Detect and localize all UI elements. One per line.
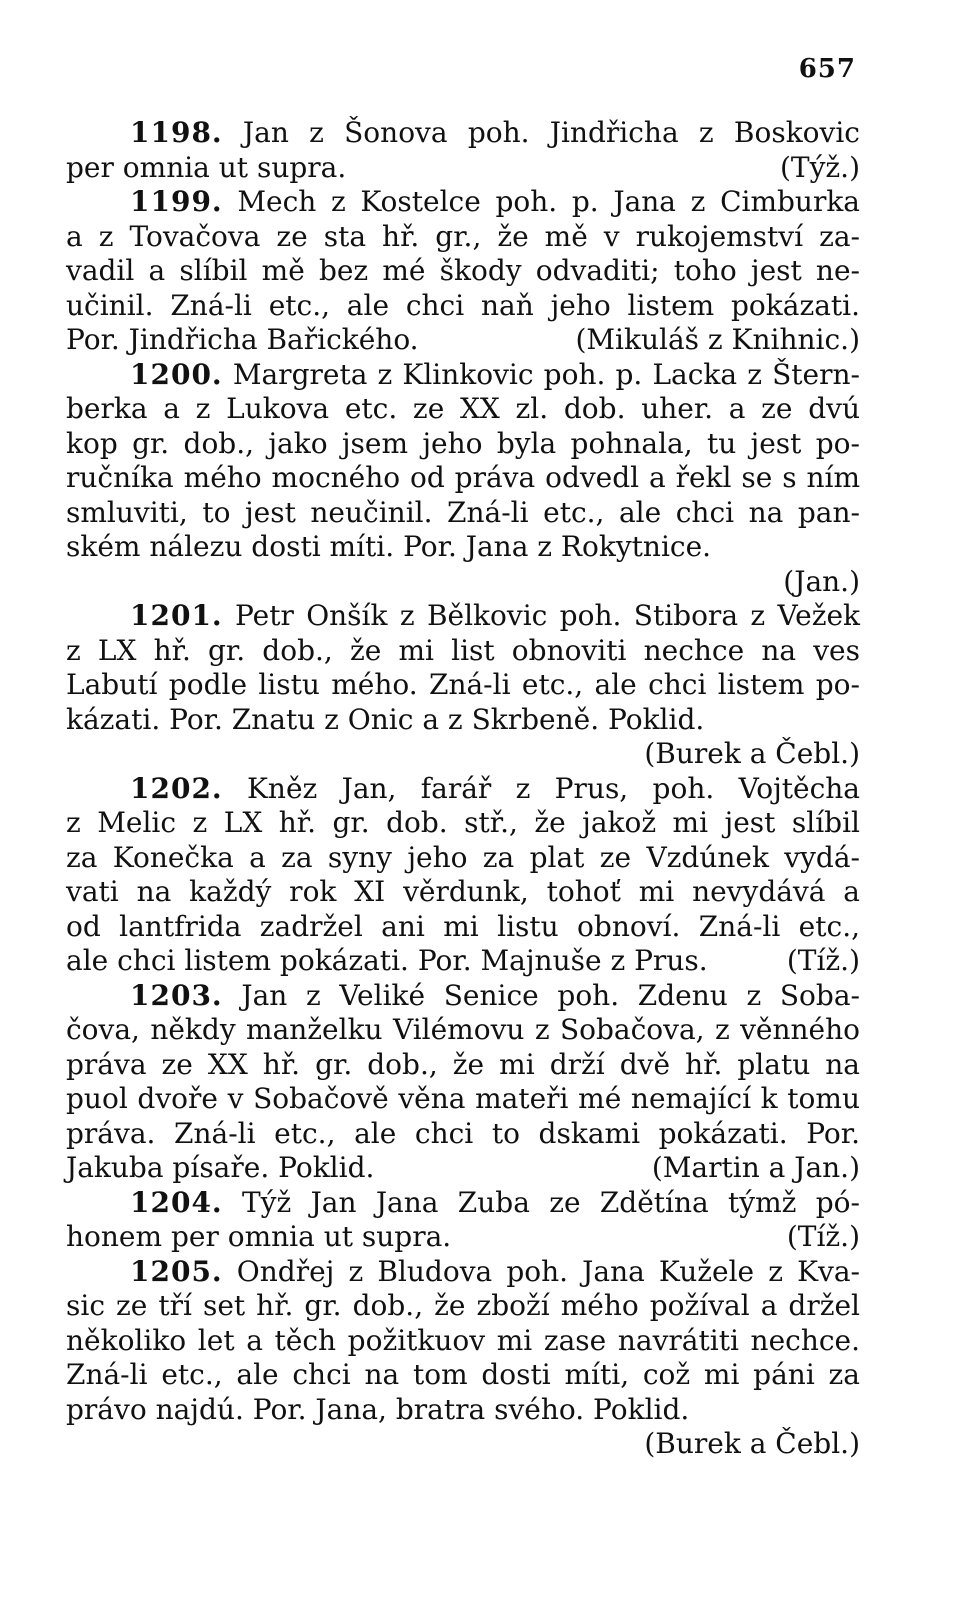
scribe-signature: (Tíž.) <box>786 944 860 977</box>
entry-line: práva ze XX hř. gr. dob., že mi drží dvě hř. platu na <box>66 1047 860 1081</box>
entry-number: 1199. <box>130 185 223 218</box>
entry-line: učinil. Zná-li etc., ale chci naň jeho listem pokázati. <box>66 288 860 322</box>
scribe-signature: (Burek a Čebl.) <box>644 737 860 770</box>
entry-text: Por. Jindřicha Bařického. <box>66 323 419 356</box>
entry-line: právo najdú. Por. Jana, bratra svého. Poklid. <box>66 1392 690 1426</box>
entry-line <box>66 185 860 220</box>
entry-line <box>66 944 860 979</box>
entry-text: Margreta z Klinkovic poh. p. Lacka z Štern- <box>222 357 860 391</box>
scribe-signature: (Tíž.) <box>786 1220 860 1253</box>
entries-list <box>66 116 860 1462</box>
entry-1202 <box>66 772 860 979</box>
entry-line: Labutí podle listu mého. Zná-li etc., ale chci listem po- <box>66 668 860 701</box>
entry-text: ale chci listem pokázati. Por. Majnuše z Prus. <box>66 944 708 977</box>
entry-line: od lantfrida zadržel ani mi listu obnoví. Zná-li etc., <box>66 909 860 943</box>
entry-line: vadil a slíbil mě bez mé škody odvaditi; toho jest ne- <box>66 254 860 287</box>
entry-1204 <box>66 1186 860 1255</box>
scribe-signature: (Mikuláš z Knihnic.) <box>575 323 860 356</box>
entry-number: 1200. <box>130 357 223 391</box>
entry-number: 1203. <box>130 978 223 1012</box>
entry-line: ském nálezu dosti míti. Por. Jana z Rokytnice. <box>66 530 712 563</box>
entry-line <box>66 1255 860 1290</box>
entry-line: ručníka mého mocného od práva odvedl a řekl se s ním <box>66 461 860 494</box>
entry-text: Ondřej z Bludova poh. Jana Kužele z Kva- <box>222 1254 860 1288</box>
entry-text: honem per omnia ut supra. <box>66 1220 452 1253</box>
entry-number: 1202. <box>130 771 223 805</box>
entry-line <box>66 1151 860 1186</box>
entry-1203 <box>66 979 860 1186</box>
entry-number: 1204. <box>130 1185 223 1219</box>
entry-line: a z Tovačova ze sta hř. gr., že mě v rukojemství za- <box>66 219 860 253</box>
entry-1201 <box>66 599 860 772</box>
entry-line: Zná-li etc., ale chci na tom dosti míti, což mi páni za <box>66 1358 860 1391</box>
entry-number: 1201. <box>130 599 223 632</box>
entry-line: sic ze tří set hř. gr. dob., že zboží mého požíval a držel <box>66 1289 860 1322</box>
entry-line <box>66 323 860 358</box>
entry-text: Kněz Jan, farář z Prus, poh. Vojtěcha <box>222 771 860 805</box>
entry-text: Týž Jan Jana Zuba ze Zdětína týmž pó- <box>222 1185 860 1219</box>
entry-text: Jan z Veliké Senice poh. Zdenu z Soba- <box>222 978 860 1012</box>
entry-text: Petr Onšík z Bělkovic poh. Stibora z Vežek <box>222 599 860 632</box>
page-number: 657 <box>798 54 856 84</box>
entry-number: 1198. <box>130 116 223 149</box>
entry-line <box>66 599 860 634</box>
entry-line <box>66 358 860 393</box>
entry-text: per omnia ut supra. <box>66 150 347 184</box>
entry-line: za Konečka a za syny jeho za plat ze Vzdúnek vydá- <box>66 840 860 874</box>
entry-line: vati na každý rok XI věrdunk, tohoť mi nevydává a <box>66 875 860 908</box>
entry-line: smluviti, to jest neučinil. Zná-li etc., ale chci na pan- <box>66 495 860 529</box>
entry-line: práva. Zná-li etc., ale chci to dskami pokázati. Por. <box>66 1116 860 1150</box>
entry-line: puol dvoře v Sobačově věna mateři mé nemající k tomu <box>66 1082 860 1115</box>
entry-text: Jan z Šonova poh. Jindřicha z Boskovic <box>222 116 860 149</box>
entry-text: Jakuba písaře. Poklid. <box>66 1151 375 1184</box>
entry-line: kázati. Por. Znatu z Onic a z Skrbeně. Poklid. <box>66 702 705 736</box>
entry-line <box>66 1220 860 1255</box>
scribe-signature: (Martin a Jan.) <box>651 1151 860 1184</box>
entry-line <box>66 1186 860 1221</box>
entry-1199 <box>66 185 860 358</box>
entry-line <box>66 979 860 1014</box>
entry-line: kop gr. dob., jako jsem jeho byla pohnala, tu jest po- <box>66 426 860 460</box>
entry-1198 <box>66 116 860 185</box>
entry-line: několiko let a těch požitkuov mi zase navrátiti nechce. <box>66 1323 860 1357</box>
entry-line <box>66 772 860 807</box>
entry-1205 <box>66 1255 860 1462</box>
entry-line: čova, někdy manželku Vilémovu z Sobačova, z věnného <box>66 1013 860 1046</box>
entry-line: z LX hř. gr. dob., že mi list obnoviti nechce na ves <box>66 633 860 667</box>
scribe-signature: (Jan.) <box>783 564 860 598</box>
entry-line <box>66 151 860 186</box>
entry-1200 <box>66 358 860 600</box>
entry-line: z Melic z LX hř. gr. dob. stř., že jakož mi jest slíbil <box>66 806 860 839</box>
entry-number: 1205. <box>130 1254 223 1288</box>
scribe-signature: (Týž.) <box>780 150 860 184</box>
entry-text: Mech z Kostelce poh. p. Jana z Cimburka <box>222 185 860 218</box>
entry-line: berka a z Lukova etc. ze XX zl. dob. uher. a ze dvú <box>66 392 860 425</box>
entry-line <box>66 116 860 151</box>
scribe-signature: (Burek a Čebl.) <box>644 1427 860 1460</box>
